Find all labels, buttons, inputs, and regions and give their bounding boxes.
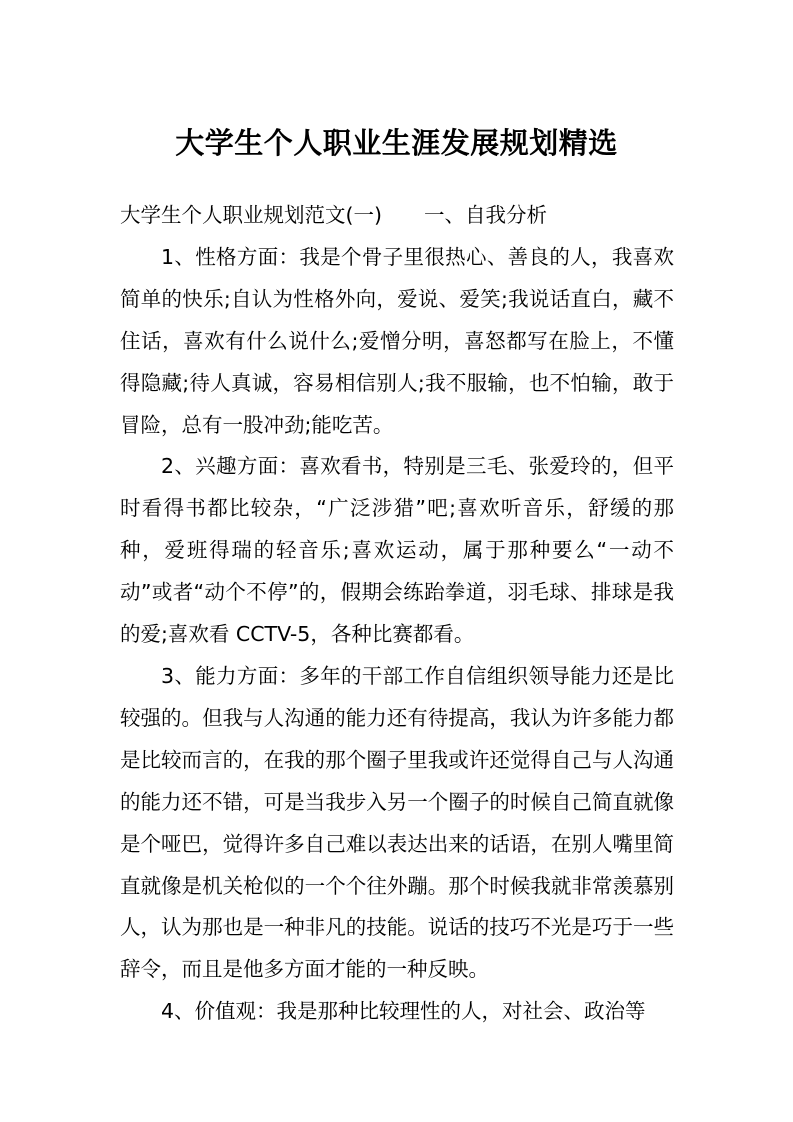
- intro-heading: 大学生个人职业规划范文(一): [120, 203, 382, 227]
- paragraph-values: 4、价值观：我是那种比较理性的人，对社会、政治等: [161, 999, 646, 1024]
- intro-line: [120, 195, 674, 237]
- paragraph-personality: 1、性格方面：我是个骨子里很热心、善良的人，我喜欢简单的快乐;自认为性格外向，爱说、爱笑;我说话直白，藏不住话，喜欢有什么说什么;爱憎分明，喜怒都写在脸上，不懂得隐藏;待人真诚，容易相信别人;我不服输，也不怕输，敢于冒险，总有一股冲劲;能吃苦。: [120, 244, 674, 437]
- section-heading: 一、自我分析: [424, 203, 547, 227]
- paragraph-interests: 2、兴趣方面：喜欢看书，特别是三毛、张爱玲的，但平时看得书都比较杂，“广泛涉猎”吧;喜欢听音乐，舒缓的那种，爱班得瑞的轻音乐;喜欢运动，属于那种要么“一动不动”或者“动个不停”的，假期会练跆拳道，羽毛球、排球是我的爱;喜欢看 CCTV-5，各种比赛都看。: [120, 454, 674, 647]
- paragraph-abilities: 3、能力方面：多年的干部工作自信组织领导能力还是比较强的。但我与人沟通的能力还有待提高，我认为许多能力都是比较而言的，在我的那个圈子里我或许还觉得自己与人沟通的能力还不错，可是当我步入另一个圈子的时候自己简直就像是个哑巴，觉得许多自己难以表达出来的话语，在别人嘴里简直就像是机关枪似的一个个往外蹦。那个时候我就非常羡慕别人，认为那也是一种非凡的技能。说话的技巧不光是巧于一些辞令，而且是他多方面才能的一种反映。: [120, 663, 674, 982]
- document-body: [120, 195, 674, 1033]
- document-title: 大学生个人职业生涯发展规划精选: [175, 126, 618, 160]
